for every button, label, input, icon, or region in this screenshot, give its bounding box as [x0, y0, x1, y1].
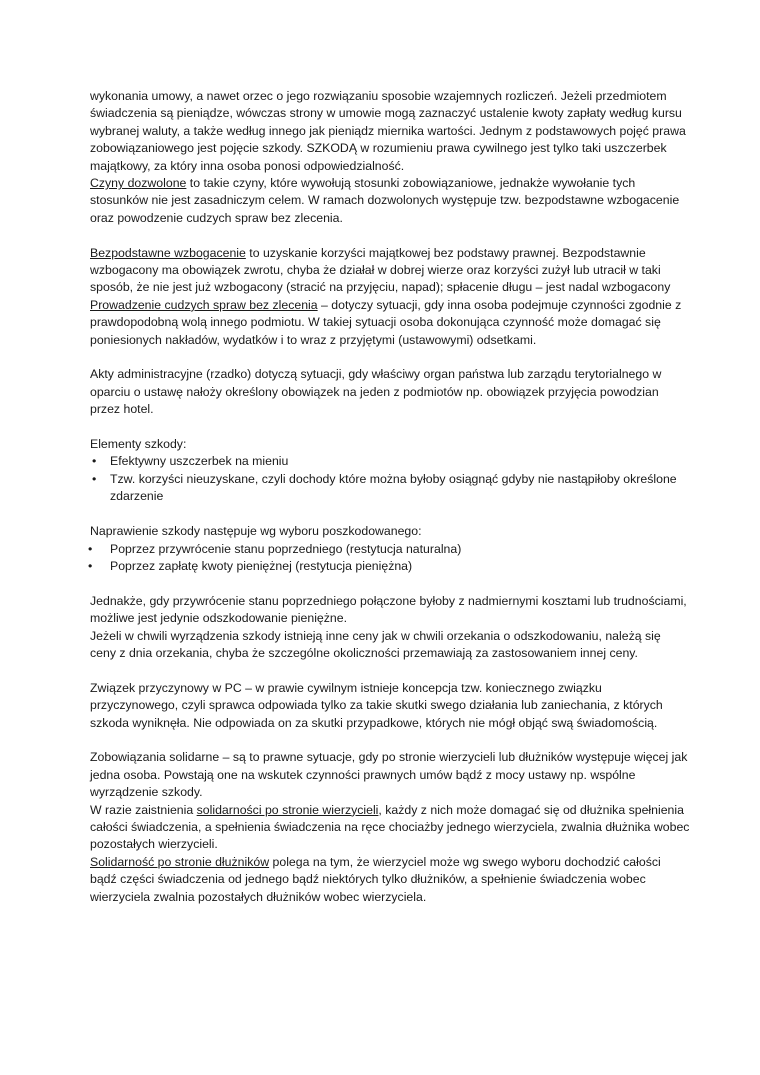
unjust-enrichment-text: to uzyskanie korzyści majątkowej bez podstawy prawnej. Bezpodstawnie wzbogacony ma obowiązek zwrotu, chyba że działał w dobrej wierze oraz korzyści zużył lub utracił w taki sposób, że nie jest już wzbogacony (stracić na przyjęciu, napad); spłacenie długu – jest nadal wzbogacony	[90, 245, 671, 295]
paragraph-agency-without-mandate	[90, 297, 690, 349]
paragraph-administrative-acts: Akty administracyjne (rzadko) dotyczą sytuacji, gdy właściwy organ państwa lub zarządu terytorialnego w oparciu o ustawę nałoży określony obowiązek na jeden z podmiotów np. obowiązek przyjęcia powodzian przez hotel.	[90, 367, 662, 417]
term-creditor-solidarity: solidarności po stronie wierzycieli	[196, 802, 379, 817]
list-item: • Tzw. korzyści nieuzyskane, czyli dochody które można byłoby osiągnąć gdyby nie nastąpiłoby określone zdarzenie	[90, 471, 690, 506]
paragraph-permitted-acts	[90, 175, 690, 227]
paragraph-joint-obligations: Zobowiązania solidarne – są to prawne sytuacje, gdy po stronie wierzycieli lub dłużników występuje więcej jak jedna osoba. Powstają one na wskutek czynności prawnych umów bądź z mocy ustawy np. wspólne wyrządzenie szkody.	[90, 750, 688, 800]
paragraph-monetary-compensation: Jednakże, gdy przywrócenie stanu poprzedniego połączone byłoby z nadmiernymi kosztami lub trudnościami, możliwe jest jedynie odszkodowanie pieniężne.	[90, 593, 687, 626]
damage-remedy-heading: Naprawienie szkody następuje wg wyboru poszkodowanego:	[90, 524, 422, 539]
list-item: • Poprzez zapłatę kwoty pieniężnej (restytucja pieniężna)	[90, 558, 690, 575]
list-item: • Poprzez przywrócenie stanu poprzedniego (restytucja naturalna)	[90, 541, 690, 558]
term-permitted-acts: Czyny dozwolone	[90, 176, 187, 191]
paragraph-causal-link: Związek przyczynowy w PC – w prawie cywilnym istnieje koncepcja tzw. koniecznego związku przyczynowego, czyli sprawca odpowiada tylko za takie skutki swego działania lub zaniechania, z których szkoda wyniknęła. Nie odpowiada on za skutki przypadkowe, których nie mógł objąć swą świadomością.	[90, 680, 663, 730]
creditor-solidarity-text: , każdy z nich może domagać się od dłużnika spełnienia całości świadczenia, a spełnienia świadczenia na ręce chociażby jednego wierzyciela, zwalnia dłużnika wobec pozostałych wierzycieli.	[90, 802, 690, 852]
paragraph-creditor-solidarity	[90, 802, 690, 854]
paragraph-price-date: Jeżeli w chwili wyrządzenia szkody istnieją inne ceny jak w chwili orzekania o odszkodowaniu, należą się ceny z dnia orzekania, chyba że szczególne okoliczności przemawiają za zastosowaniem innej ceny.	[90, 628, 661, 660]
paragraph-unjust-enrichment	[90, 245, 690, 297]
paragraph-contract-settlement: wykonania umowy, a nawet orzec o jego rozwiązaniu sposobie wzajemnych rozliczeń. Jeżeli przedmiotem świadczenia są pieniądze, wówczas strony w umowie mogą zaznaczyć ustalenie kwoty zapłaty według kursu wybranej waluty, a także według innego jak pieniądz miernika wartości. Jednym z podstawowych pojęć prawa zobowiązaniowego jest pojęcie szkody. SZKODĄ w rozumieniu prawa cywilnego jest tylko taki uszczerbek majątkowy, za który inna osoba ponosi odpowiedzialność.	[90, 89, 686, 173]
damage-elements-heading: Elementy szkody:	[90, 437, 187, 452]
damage-remedy-list	[90, 541, 690, 576]
term-unjust-enrichment: Bezpodstawne wzbogacenie	[90, 245, 246, 260]
agency-without-mandate-text: – dotyczy sytuacji, gdy inna osoba podejmuje czynności zgodnie z prawdopodobną wolą innego podmiotu. W takiej sytuacji osoba dokonująca czynność może domagać się poniesionych nakładów, wydatków i to wraz z przyjętymi (ustawowymi) odsetkami.	[90, 297, 682, 347]
term-debtor-solidarity: Solidarność po stronie dłużników	[90, 854, 270, 869]
list-item: • Efektywny uszczerbek na mieniu	[90, 453, 690, 470]
damage-elements-list	[90, 453, 690, 505]
term-agency-without-mandate: Prowadzenie cudzych spraw bez zlecenia	[90, 297, 318, 312]
creditor-solidarity-pre: W razie zaistnienia	[90, 802, 197, 817]
paragraph-debtor-solidarity	[90, 854, 690, 906]
permitted-acts-text: to takie czyny, które wywołują stosunki zobowiązaniowe, jednakże wywołanie tych stosunków nie jest zasadniczym celem. W ramach dozwolonych występuje tzw. bezpodstawne wzbogacenie oraz powodzenie cudzych spraw bez zlecenia.	[90, 176, 680, 225]
document-page	[90, 88, 690, 906]
debtor-solidarity-text: polega na tym, że wierzyciel może wg swego wyboru dochodzić całości bądź części świadczenia od jednego bądź niektórych tylko dłużników, a spełnienie świadczenia wobec wierzyciela zwalnia pozostałych dłużników wobec wierzyciela.	[90, 854, 661, 904]
